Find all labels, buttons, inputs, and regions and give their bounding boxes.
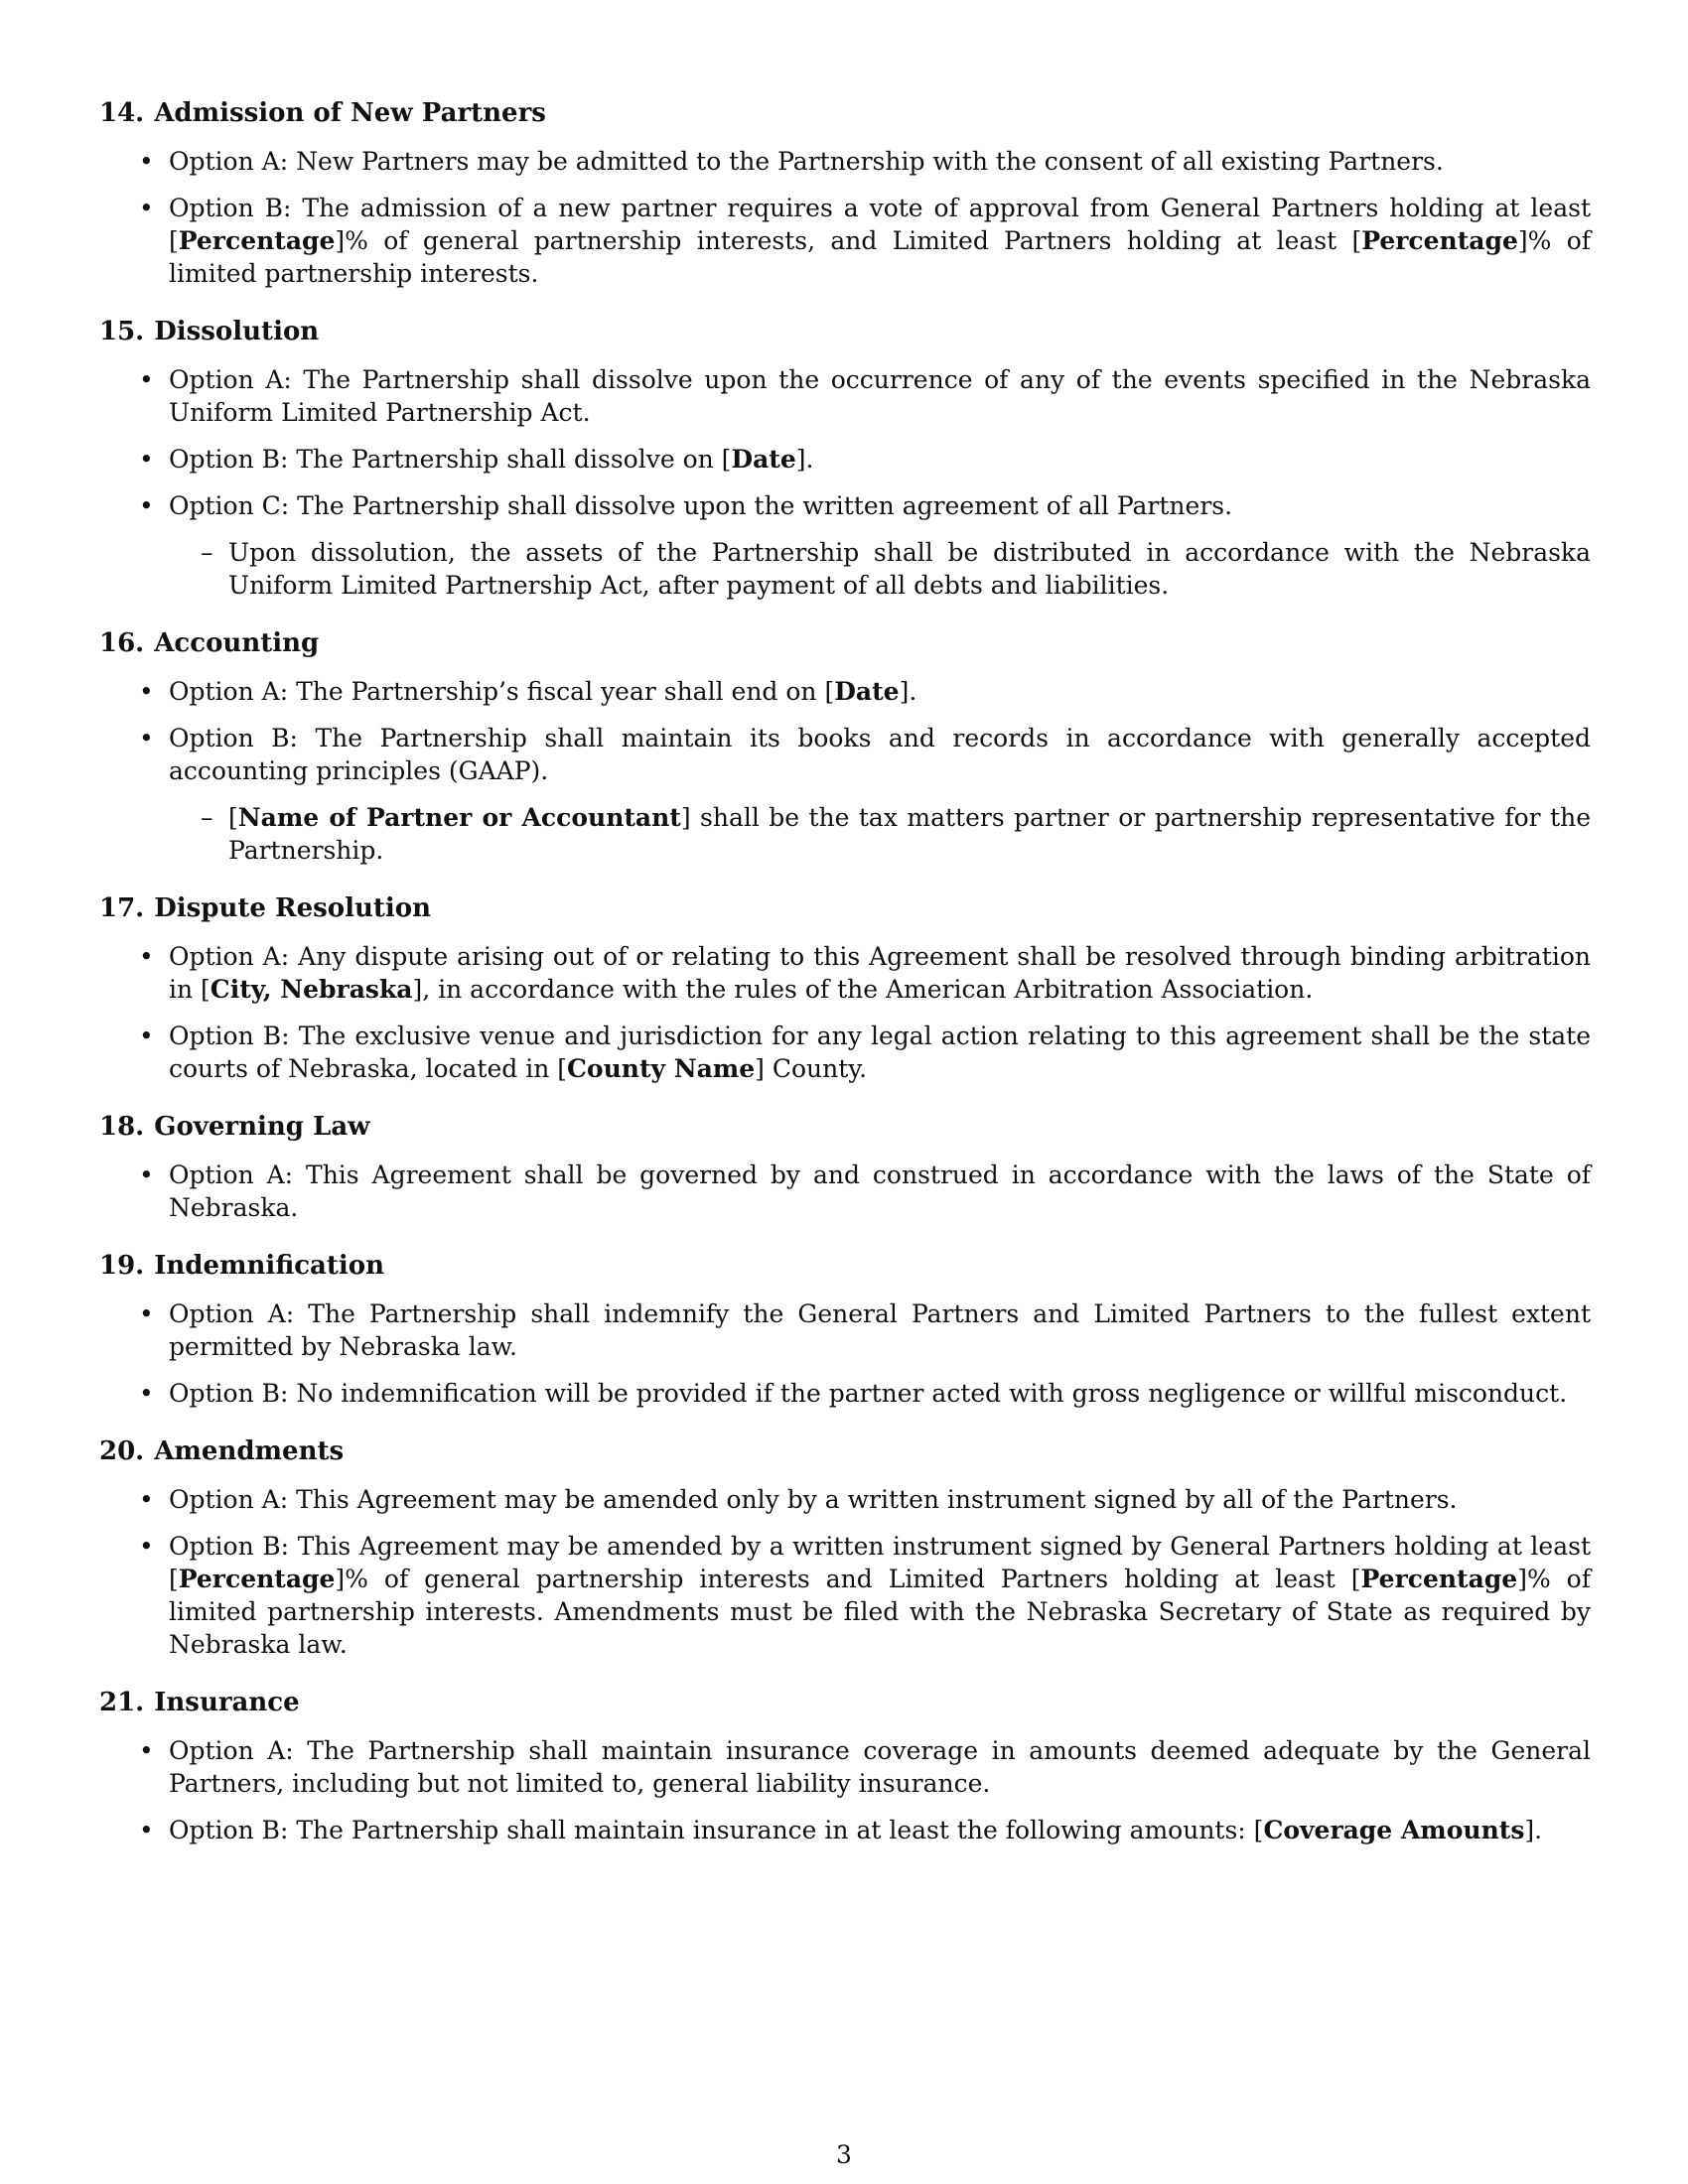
section-title: Dispute Resolution	[154, 893, 432, 923]
placeholder-field: Date	[834, 677, 900, 706]
option-list	[99, 1297, 1591, 1410]
sections-list	[99, 95, 1591, 1846]
section-number: 20.	[99, 1436, 145, 1466]
section-heading	[99, 1685, 1591, 1720]
text-segment: Option C: The Partnership shall dissolve upon the written agreement of all Partners.	[169, 491, 1233, 520]
text-segment: Option A: This Agreement shall be governed by and construed in accordance with the laws of the State of Nebraska.	[169, 1160, 1591, 1222]
text-segment: ]% of general partnership interests and Limited Partners holding at least [	[335, 1565, 1361, 1593]
section-title: Amendments	[154, 1436, 345, 1466]
text-segment: Option A: New Partners may be admitted to the Partnership with the consent of all existing Partners.	[169, 147, 1444, 176]
text-segment: Option A: This Agreement may be amended only by a written instrument signed by all of the Partners.	[169, 1485, 1458, 1514]
option-item	[99, 1734, 1591, 1800]
section-heading	[99, 1248, 1591, 1284]
option-item	[99, 1814, 1591, 1846]
text-segment: ] shall be the tax matters partner or partnership representative for the Partnership.	[228, 803, 1591, 865]
text-segment: Option B: This Agreement may be amended by a written instrument signed by General Partners holding at least [	[169, 1532, 1591, 1593]
page-number: 3	[836, 2140, 852, 2169]
section	[99, 1248, 1591, 1410]
text-segment: ].	[1524, 1816, 1543, 1844]
text-segment: ]% of general partnership interests, and Limited Partners holding at least [	[335, 226, 1362, 255]
sub-option-list	[169, 536, 1591, 602]
section	[99, 1685, 1591, 1846]
text-segment: Option A: The Partnership’s fiscal year shall end on [	[169, 677, 835, 706]
text-segment: ].	[899, 677, 917, 706]
sub-option-list	[169, 801, 1591, 867]
document-page	[99, 95, 1591, 1870]
text-segment: Option B: The exclusive venue and jurisdiction for any legal action relating to this agreement shall be the state courts of Nebraska, located in [	[169, 1022, 1591, 1083]
section	[99, 95, 1591, 290]
option-item	[99, 145, 1591, 178]
section	[99, 625, 1591, 867]
option-list	[99, 1483, 1591, 1661]
section-heading	[99, 95, 1591, 131]
section	[99, 314, 1591, 602]
option-item	[99, 1020, 1591, 1085]
option-item	[99, 1159, 1591, 1224]
text-segment: ].	[795, 445, 814, 474]
section-title: Accounting	[154, 628, 320, 658]
option-list	[99, 1734, 1591, 1846]
section-heading	[99, 314, 1591, 349]
placeholder-field: Coverage Amounts	[1263, 1816, 1525, 1844]
section-title: Governing Law	[154, 1112, 370, 1142]
sub-option-item	[169, 536, 1591, 602]
option-list	[99, 940, 1591, 1085]
section-heading	[99, 890, 1591, 926]
section-title: Dissolution	[154, 317, 320, 346]
section-number: 14.	[99, 98, 145, 128]
text-segment: Option B: No indemnification will be provided if the partner acted with gross negligence or willful misconduct.	[169, 1379, 1568, 1408]
option-item	[99, 722, 1591, 867]
section-title: Admission of New Partners	[154, 98, 546, 128]
option-item	[99, 363, 1591, 429]
section-number: 18.	[99, 1112, 145, 1142]
option-item	[99, 675, 1591, 708]
section-number: 17.	[99, 893, 145, 923]
section	[99, 1433, 1591, 1661]
placeholder-field: Percentage	[1361, 226, 1518, 255]
text-segment: Option B: The Partnership shall maintain insurance in at least the following amounts: [	[169, 1816, 1264, 1844]
placeholder-field: Name of Partner or Accountant	[237, 803, 681, 832]
placeholder-field: City, Nebraska	[210, 975, 413, 1004]
section-number: 21.	[99, 1688, 145, 1717]
option-item	[99, 1377, 1591, 1410]
text-segment: Upon dissolution, the assets of the Partnership shall be distributed in accordance with the Nebraska Uniform Limited Partnership Act, after payment of all debts and liabilities.	[228, 538, 1591, 600]
option-list	[99, 145, 1591, 290]
text-segment: Option B: The Partnership shall maintain its books and records in accordance with generally accepted accounting principles (GAAP).	[169, 724, 1591, 785]
text-segment: Option A: The Partnership shall dissolve upon the occurrence of any of the events specified in the Nebraska Uniform Limited Partnership Act.	[169, 365, 1591, 427]
sub-option-item	[169, 801, 1591, 867]
option-item	[99, 940, 1591, 1006]
option-item	[99, 1297, 1591, 1363]
section-title: Insurance	[154, 1688, 300, 1717]
option-list	[99, 363, 1591, 602]
placeholder-field: Percentage	[178, 226, 336, 255]
section-number: 15.	[99, 317, 145, 346]
section	[99, 1109, 1591, 1224]
section-number: 16.	[99, 628, 145, 658]
text-segment: ] County.	[755, 1054, 868, 1083]
text-segment: ]% of limited partnership interests. Amendments must be filed with the Nebraska Secretary of State as required by Nebraska law.	[169, 1565, 1591, 1659]
section-title: Indemnification	[154, 1251, 385, 1281]
option-list	[99, 675, 1591, 867]
text-segment: Option B: The Partnership shall dissolve on [	[169, 445, 732, 474]
section-heading	[99, 625, 1591, 661]
placeholder-field: County Name	[567, 1054, 756, 1083]
text-segment: ], in accordance with the rules of the American Arbitration Association.	[412, 975, 1314, 1004]
option-item	[99, 443, 1591, 476]
section-number: 19.	[99, 1251, 145, 1281]
section-heading	[99, 1433, 1591, 1469]
option-list	[99, 1159, 1591, 1224]
section	[99, 890, 1591, 1085]
placeholder-field: Date	[731, 445, 796, 474]
text-segment: [	[228, 803, 238, 832]
text-segment: Option B: The admission of a new partner requires a vote of approval from General Partners holding at least [	[169, 194, 1591, 255]
option-item	[99, 192, 1591, 290]
text-segment: Option A: The Partnership shall maintain insurance coverage in amounts deemed adequate by the General Partners, including but not limited to, general liability insurance.	[169, 1736, 1591, 1798]
text-segment: ]% of limited partnership interests.	[169, 226, 1592, 288]
option-item	[99, 1483, 1591, 1516]
placeholder-field: Percentage	[1360, 1565, 1518, 1593]
text-segment: Option A: The Partnership shall indemnify the General Partners and Limited Partners to the fullest extent permitted by Nebraska law.	[169, 1299, 1591, 1361]
option-item	[99, 489, 1591, 602]
section-heading	[99, 1109, 1591, 1145]
text-segment: Option A: Any dispute arising out of or relating to this Agreement shall be resolved through binding arbitration in [	[169, 942, 1591, 1004]
placeholder-field: Percentage	[178, 1565, 336, 1593]
option-item	[99, 1530, 1591, 1661]
